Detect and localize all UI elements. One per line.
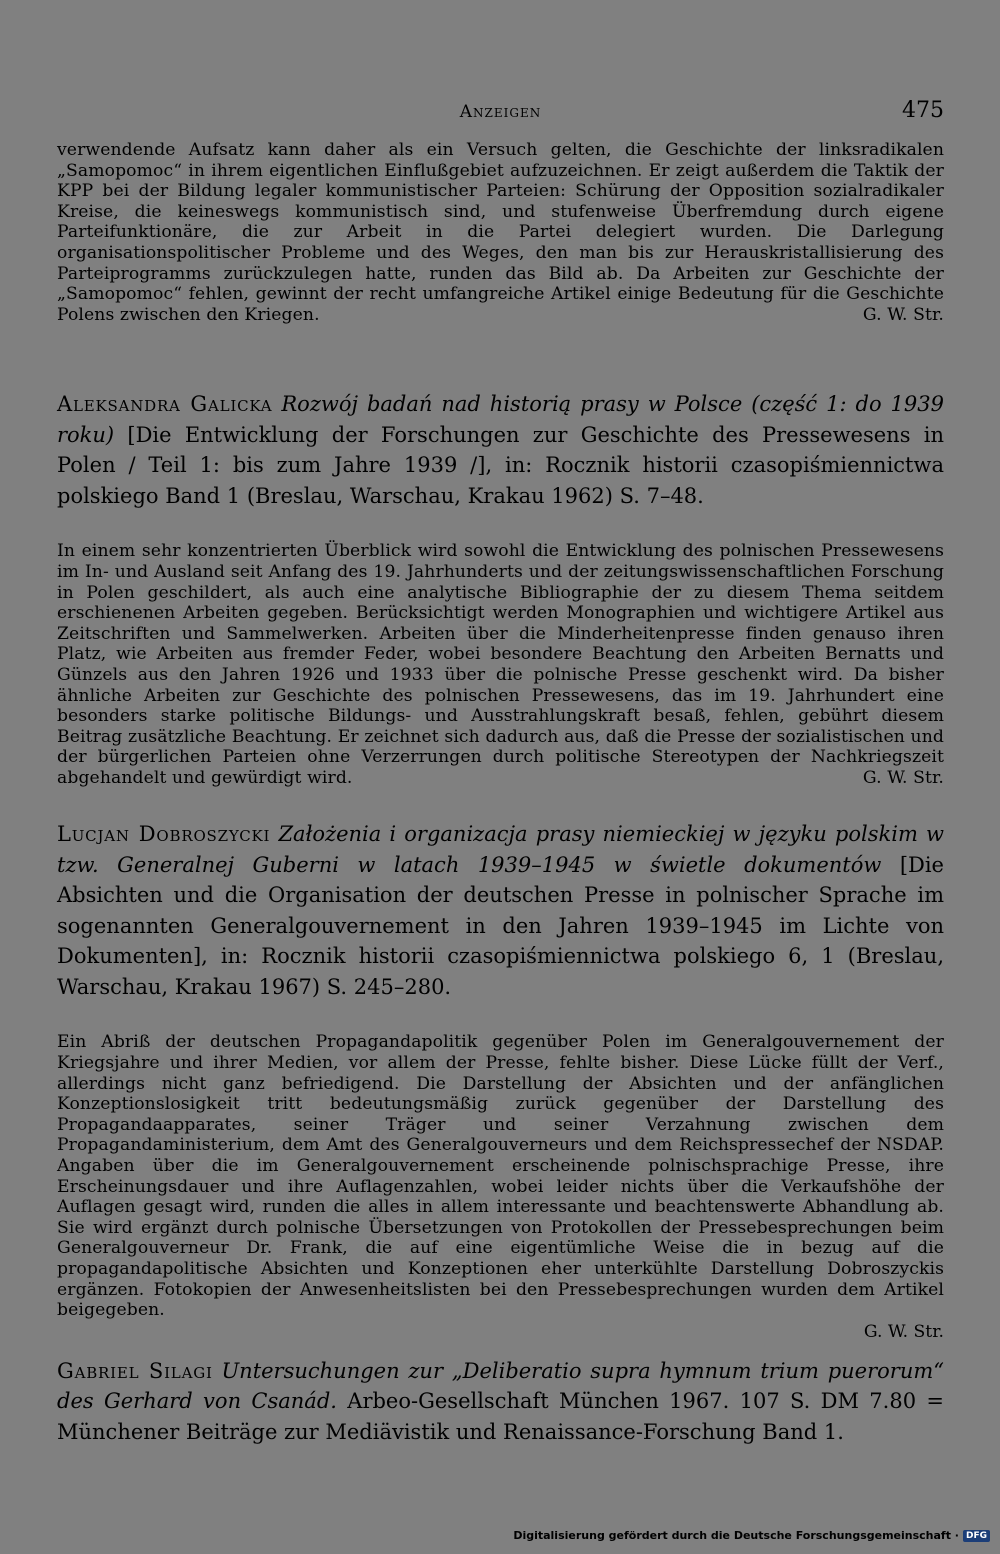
entry-author: Aleksandra Galicka bbox=[57, 392, 273, 417]
entry-galicka bbox=[57, 389, 944, 511]
review-text: Ein Abriß der deutschen Propagandapolitik gegenüber Polen im Generalgouvernement der Kriegsjahre und ihrer Medien, vor allem der Presse, fehlte bisher. Diese Lücke füllt der Verf., allerdings nicht ganz befriedigend. Die Darstellung der Absichten und der anfänglichen Konzeptionslosigkeit tritt bedeutungsmäßig zurück gegenüber der Darstellung des Propagandaapparates, seiner Träger und seiner Verzahnung zwischen dem Propagandaministerium, dem Amt des Generalgouverneurs und dem Reichspressechef der NSDAP. Angaben über die im Generalgouvernement erscheinende polnischsprachige Presse, ihre Erscheinungsdauer und ihre Auflagenzahlen, wobei leider nichts über die Verkaufshöhe der Auflagen gesagt wird, runden die alles in allem interessante und beachtenswerte Abhandlung ab. Sie wird ergänzt durch polnische Übersetzungen von Protokollen der Pressebesprechungen beim Generalgouverneur Dr. Frank, die auf eine eigentümliche Weise die in bezug auf die propagandapolitische Absichten und Konzeptionen eher unterkühlte Darstellung Dobroszyckis ergänzen. Fotokopien der Anwesenheitslisten bei den Pressebesprechungen wurden dem Artikel beigegeben. bbox=[57, 1032, 944, 1321]
entry-author: Gabriel Silagi bbox=[57, 1358, 213, 1383]
entry-bibliography: [Die Absichten und die Organisation der deutschen Presse in polnischer Sprache im sogenannten Generalgouvernement in den Jahren 1939–1945 im Lichte von Dokumenten], in: Rocznik historii czasopiśmiennictwa polskiego 6, 1 (Breslau, Warschau, Krakau 1967) S. 245–280. bbox=[57, 852, 944, 999]
intro-text: verwendende Aufsatz kann daher als ein Versuch gelten, die Geschichte der linksradikalen „Samopomoc“ in ihrem eigentlichen Einflußgebiet aufzuzeichnen. Er zeigt außerdem die Taktik der KPP bei der Bildung legaler kommunistischer Parteien: Schürung der Opposition sozialradikaler Kreise, die keineswegs kommunistisch sind, und stufenweise Überfremdung durch eigene Parteifunktionäre, die zur Arbeit in die Partei delegiert wurden. Die Darlegung organisationspolitischer Probleme und des Weges, den man bis zur Herauskristallisierung des Parteiprogramms zurückzulegen hatte, runden das Bild ab. Da Arbeiten zur Geschichte der „Samopomoc“ fehlen, gewinnt der recht umfangreiche Artikel einige Bedeutung für die Geschichte Polens zwischen den Kriegen. bbox=[57, 140, 944, 325]
digitization-footer bbox=[513, 1529, 990, 1542]
entry-dobroszycki bbox=[57, 819, 944, 1002]
review-signature: G. W. Str. bbox=[863, 1321, 944, 1342]
review-galicka bbox=[57, 541, 944, 788]
intro-signature: G. W. Str. bbox=[862, 304, 944, 325]
entry-bibliography: Arbeo-Gesellschaft München 1967. 107 S. DM 7.80 = Münchener Beiträge zur Mediävistik und Renaissance-Forschung Band 1. bbox=[57, 1389, 944, 1444]
review-signature: G. W. Str. bbox=[862, 767, 944, 788]
entry-author: Lucjan Dobroszycki bbox=[57, 822, 271, 847]
review-text: In einem sehr konzentrierten Überblick wird sowohl die Entwicklung des polnischen Pressewesens im In- und Ausland seit Anfang des 19. Jahrhunderts und der zeitungswissenschaftlichen Forschung in Polen geschildert, als auch eine analytische Bibliographie der zu diesem Thema seitdem erschienenen Arbeiten gegeben. Berücksichtigt werden Monographien und wichtigere Artikel aus Zeitschriften und Sammelwerken. Arbeiten über die Minderheitenpresse finden genauso ihren Platz, wie Arbeiten aus fremder Feder, wobei besondere Beachtung den Arbeiten Bernatts und Günzels aus den Jahren 1926 und 1933 über die polnische Presse geschenkt wird. Da bisher ähnliche Arbeiten zur Geschichte des polnischen Pressewesens, das im 19. Jahrhundert eine besonders starke politische Bildungs- und Ausstrahlungskraft besaß, fehlen, gebührt diesem Beitrag zusätzliche Beachtung. Er zeichnet sich dadurch aus, daß die Presse der sozialistischen und der bürgerlichen Parteien ohne Verzerrungen durch politische Stereotypen der Nachkriegszeit abgehandelt und gewürdigt wird. bbox=[57, 541, 944, 788]
running-title: Anzeigen bbox=[459, 102, 542, 122]
footer-text: Digitalisierung gefördert durch die Deutsche Forschungsgemeinschaft · bbox=[513, 1529, 959, 1542]
page-content bbox=[57, 140, 944, 1447]
dfg-logo-icon: DFG bbox=[963, 1530, 990, 1542]
review-dobroszycki bbox=[57, 1032, 944, 1320]
entry-title: Rozwój badań nad historią prasy w Polsce (część 1: do 1939 roku) bbox=[57, 392, 944, 447]
entry-silagi bbox=[57, 1356, 944, 1448]
intro-paragraph bbox=[57, 140, 944, 325]
entry-bibliography: [Die Entwicklung der Forschungen zur Geschichte des Pressewesens in Polen / Teil 1: bis zum Jahre 1939 /], in: Rocznik historii czasopiśmiennictwa polskiego Band 1 (Breslau, Warschau, Krakau 1962) S. 7–48. bbox=[57, 422, 944, 508]
page-number: 475 bbox=[902, 98, 944, 123]
entry-title: Untersuchungen zur „Deliberatio supra hymnum trium puerorum“ des Gerhard von Csanád. bbox=[57, 1358, 944, 1414]
page-header bbox=[57, 98, 944, 132]
entry-title: Założenia i organizacja prasy niemieckiej w języku polskim w tzw. Generalnej Guberni w latach 1939–1945 w świetle dokumentów bbox=[57, 822, 944, 877]
